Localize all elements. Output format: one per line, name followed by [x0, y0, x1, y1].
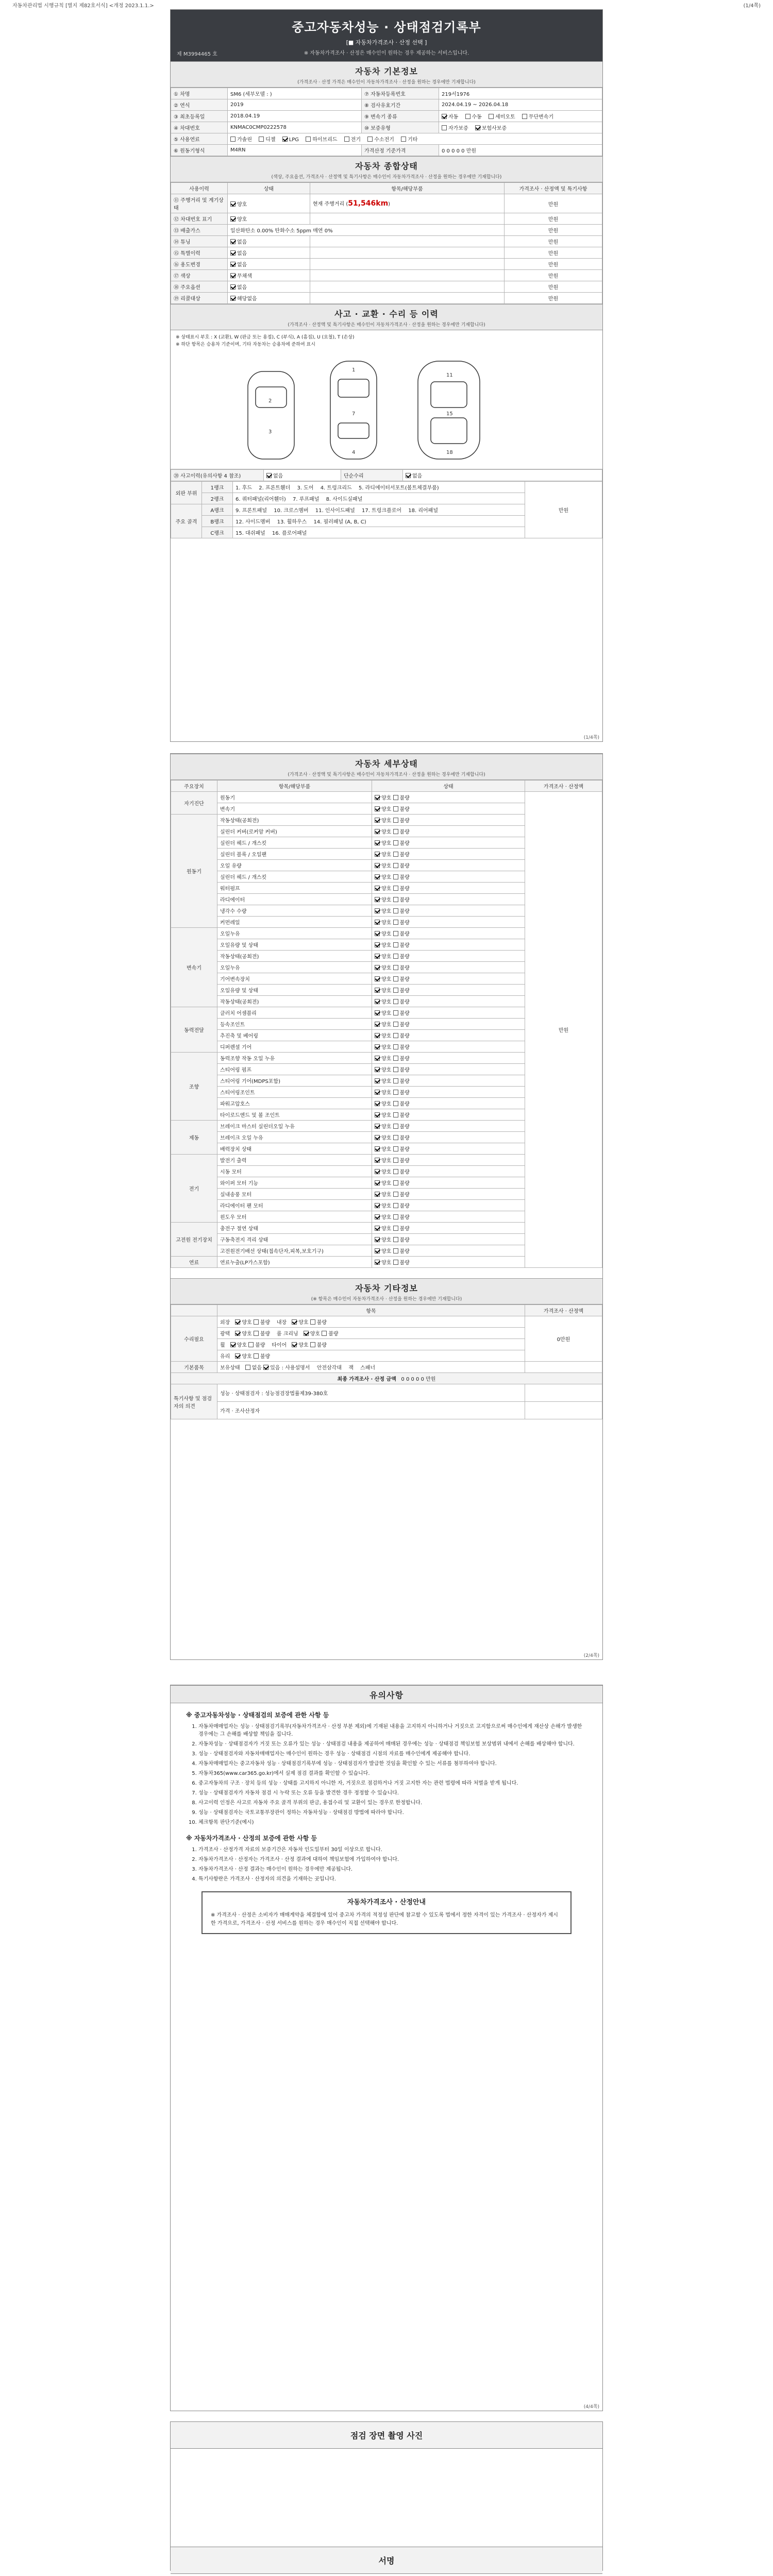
detail-row: 브레이크 오일 누유 양호 불량: [171, 1132, 602, 1143]
general-state-table: 사용이력 상태 항목/해당부품 가격조사 · 산정액 및 특기사항 ⑪ 주행거리 및 계기상태 양호 현재 주행거리 (51,546km) 만원 ⑫ 차대번호 표기 양호 만원 ⑬ 배출가스 일산화탄소 0.00% 탄화수소 5ppm 매연 0% 만원 ⑭ 튜닝 없음 만원 ⑮ 특별이력 없음 만원 ⑯ 용도변경 없음 만원 ⑰ 색상 무채색 만원 ⑱ 주요옵션 없음 만원 ⑲ 리콜대상 해당없음 만원: [171, 182, 602, 304]
state-checkbox[interactable]: [375, 942, 380, 947]
state-checkbox[interactable]: [375, 1078, 380, 1083]
page-indicator: (1/4쪽): [743, 3, 761, 9]
state-checkbox[interactable]: [375, 886, 380, 891]
detail-item-label: 동력조향 작동 오일 누유: [217, 1053, 372, 1064]
other-info-title: 자동차 기타정보 (※ 항목은 매수인이 자동차가격조사 · 산정을 원하는 경우에만 기재합니다): [171, 1278, 602, 1304]
checkbox-self-warranty[interactable]: [442, 125, 447, 130]
car-diagram: ※ 상태표시 부호 : X (교환), W (판금 또는 용접), C (부식), A (흠집), U (요철), T (손상) ※ 하단 항목은 승용차 기준이며, 기타 자동차는 승용차에 준하여 표시 2 3 1 7 4 11 15 18: [171, 330, 602, 469]
detail-item-label: 기어변속장치: [217, 973, 372, 985]
state-checkbox[interactable]: [375, 1169, 380, 1174]
detail-row: 전기 발전기 출력 양호 불량: [171, 1155, 602, 1166]
detail-row: 실린더 헤드 / 개스킷 양호 불량: [171, 837, 602, 849]
detail-row: 스티어링 펌프 양호 불량: [171, 1064, 602, 1075]
detail-row: 스티어링조인트 양호 불량: [171, 1087, 602, 1098]
state-checkbox[interactable]: [375, 1067, 380, 1072]
page-1: [170, 9, 603, 742]
detail-state-table: 주요장치 항목/해당부품 상태 가격조사 · 산정액 자기진단 원동기 양호 불량 만원 변속기 양호 불량 원동기 작동상태(공회전) 양호 불량 실린더 커버(로커암 커버) 양호 불량 실린더 헤드 / 개스킷 양호 불량 실린더 블록 / 오일팬 양호 불량 오일 유량 양호 불량 실린더 헤드 / 개스킷 양호 불량 워터펌프 양호 불량 라디에이터 양호 불량 냉각수 수량 양호 불량 커먼레일 양호 불량 변속기 오일누유 양호 불량 오일유량 및 상태 양호 불량 작동상태(공회전) 양호 불량 오일누유 양호 불량 기어변속장치 양호 불량 오일유량 및 상태 양호 불량 작동상태(공회전) 양호 불량 동력전달 클러치 어셈블리 양호 불량 등속조인트 양호 불량 추진축 및 베어링 양호 불량 디퍼렌셜 기어 양호 불량 조향 동력조향 작동 오일 누유 양호 불량 스티어링 펌프 양호 불량 스티어링 기어(MDPS포함) 양호 불량 스티어링조인트 양호 불량 파워고압호스 양호 불량 타이로드엔드 및 볼 조인트 양호 불량 제동 브레이크 마스터 실린더오일 누유 양호 불량 브레이크 오일 누유 양호 불량 배력장치 상태 양호 불량 전기 발전기 출력 양호 불량 시동 모터 양호 불량 와이퍼 모터 기능 양호 불량 실내송풍 모터 양호 불량 라디에이터 팬 모터 양호 불량 윈도우 모터 양호 불량 고전원 전기장치 충전구 절연 상태 양호 불량 구동축전지 격리 상태 양호 불량 고전원전기배선 상태(접속단자,피복,보호기구) 양호 불량 연료 연료누출(LP가스포함) 양호 불량: [171, 780, 602, 1268]
state-checkbox[interactable]: [375, 1033, 380, 1038]
checkbox-insurer-warranty[interactable]: [475, 125, 480, 130]
detail-row: 구동축전지 격리 상태 양호 불량: [171, 1234, 602, 1245]
detail-item-label: 브레이크 오일 누유: [217, 1132, 372, 1143]
law-header: [0, 0, 773, 9]
detail-group-label: 동력전달: [171, 1007, 217, 1053]
state-checkbox[interactable]: [375, 1214, 380, 1219]
state-checkbox[interactable]: [375, 818, 380, 823]
detail-row: 고전원전기배선 상태(접속단자,피복,보호기구) 양호 불량: [171, 1245, 602, 1257]
state-checkbox[interactable]: [375, 976, 380, 981]
detail-group-label: 제동: [171, 1121, 217, 1155]
other-info-table: 항목 가격조사 · 산정액 수리필요 외장 양호 불량 내장 양호 불량 0만원 광택 양호 불량 룸 크리닝 양호 불량 휠 양호 불량 타이어 양호 불량 유리 양호 불량 기본품목 보유상태 없음 있음 : 사용설명서 안전삼각대 잭 스패너 최종 가격조사 · 산정 금액 0 0 0 0 0 만원 특기사항 및 점검자의 의견 성능 · 상태점검자 : 성능점검장법률제39-380호 가격 · 조사산정자: [171, 1304, 602, 1419]
detail-row: 오일유량 및 상태 양호 불량: [171, 939, 602, 951]
svg-text:11: 11: [446, 372, 453, 378]
state-checkbox[interactable]: [375, 920, 380, 925]
detail-item-label: 브레이크 마스터 실린더오일 누유: [217, 1121, 372, 1132]
state-checkbox[interactable]: [375, 863, 380, 868]
detail-item-label: 실린더 블록 / 오일팬: [217, 849, 372, 860]
detail-row: 디퍼렌셜 기어 양호 불량: [171, 1041, 602, 1053]
detail-item-label: 파워고압호스: [217, 1098, 372, 1109]
state-checkbox[interactable]: [375, 999, 380, 1004]
detail-item-label: 실내송풍 모터: [217, 1189, 372, 1200]
state-checkbox[interactable]: [375, 795, 380, 800]
detail-row: 스티어링 기어(MDPS포함) 양호 불량: [171, 1075, 602, 1087]
state-checkbox[interactable]: [375, 829, 380, 834]
checkbox-auto[interactable]: [442, 114, 447, 119]
detail-item-label: 오일 유량: [217, 860, 372, 871]
detail-row: 시동 모터 양호 불량: [171, 1166, 602, 1177]
svg-text:2: 2: [268, 398, 272, 404]
state-checkbox[interactable]: [375, 1112, 380, 1117]
detail-row: 동력전달 클러치 어셈블리 양호 불량: [171, 1007, 602, 1019]
law-reference: 자동차관리법 시행규칙 [별지 제82호서식] <개정 2023.1.1.>: [12, 3, 154, 9]
detail-item-label: 라디에이터 팬 모터: [217, 1200, 372, 1211]
accident-table: ⑳ 사고이력(유의사항 4 참조) 없음 단순수리 없음: [171, 469, 602, 481]
detail-item-label: 라디에이터: [217, 894, 372, 905]
signature-label: 서명: [171, 2547, 602, 2574]
detail-row: 배력장치 상태 양호 불량: [171, 1143, 602, 1155]
detail-row: 파워고압호스 양호 불량: [171, 1098, 602, 1109]
state-checkbox[interactable]: [375, 931, 380, 936]
checkbox-cvt[interactable]: [522, 114, 527, 119]
detail-row: 실내송풍 모터 양호 불량: [171, 1189, 602, 1200]
detail-row: 원동기 작동상태(공회전) 양호 불량: [171, 815, 602, 826]
car-outline-icon: [232, 351, 542, 464]
detail-group-label: 원동기: [171, 815, 217, 928]
detail-item-label: 고전원전기배선 상태(접속단자,피복,보호기구): [217, 1245, 372, 1257]
accident-history-title: 사고 · 교환 · 수리 등 이력 (가격조사 · 산정액 및 특기사항은 매수인이 자동차가격조사 · 산정을 원하는 경우에만 기재합니다): [171, 304, 602, 330]
svg-text:3: 3: [268, 429, 272, 435]
detail-row: 작동상태(공회전) 양호 불량: [171, 996, 602, 1007]
checkbox-semi[interactable]: [489, 114, 494, 119]
svg-text:1: 1: [352, 367, 356, 373]
detail-item-label: 스티어링 기어(MDPS포함): [217, 1075, 372, 1087]
svg-text:18: 18: [446, 450, 453, 455]
detail-row: 고전원 전기장치 충전구 절연 상태 양호 불량: [171, 1223, 602, 1234]
document-number: 제 M3994465 호: [177, 52, 217, 57]
detail-group-label: 변속기: [171, 928, 217, 1007]
page-mark-1: (1/4쪽): [583, 735, 599, 740]
detail-row: 커먼레일 양호 불량: [171, 917, 602, 928]
checkbox-lpg[interactable]: [282, 137, 288, 142]
state-checkbox[interactable]: [375, 852, 380, 857]
detail-row: 작동상태(공회전) 양호 불량: [171, 951, 602, 962]
detail-group-label: 고전원 전기장치: [171, 1223, 217, 1257]
document-title: 중고자동차성능 · 상태점검기록부: [292, 20, 481, 35]
detail-row: 자기진단 원동기 양호 불량 만원: [171, 792, 602, 803]
state-checkbox[interactable]: [375, 1248, 380, 1253]
state-checkbox[interactable]: [375, 897, 380, 902]
detail-item-label: 작동상태(공회전): [217, 951, 372, 962]
detail-group-label: 연료: [171, 1257, 217, 1268]
detail-item-label: 작동상태(공회전): [217, 815, 372, 826]
state-checkbox[interactable]: [375, 806, 380, 811]
page-mark-2: (2/4쪽): [583, 1653, 599, 1658]
detail-item-label: 와이퍼 모터 기능: [217, 1177, 372, 1189]
detail-row: 오일누유 양호 불량: [171, 962, 602, 973]
detail-item-label: 커먼레일: [217, 917, 372, 928]
state-checkbox[interactable]: [375, 1124, 380, 1129]
detail-item-label: 작동상태(공회전): [217, 996, 372, 1007]
state-checkbox[interactable]: [375, 874, 380, 879]
mileage-value: 51,546km: [348, 199, 389, 208]
detail-group-label: 자기진단: [171, 792, 217, 815]
photo-area: [171, 2449, 602, 2547]
detail-item-label: 오일유량 및 상태: [217, 985, 372, 996]
detail-item-label: 충전구 절연 상태: [217, 1223, 372, 1234]
general-state-title: 자동차 종합상태 (색상, 주요옵션, 가격조사 · 산정액 및 특기사항은 매수인이 자동차가격조사 · 산정을 원하는 경우에만 기재합니다): [171, 156, 602, 182]
detail-row: 변속기 오일누유 양호 불량: [171, 928, 602, 939]
detail-item-label: 추진축 및 베어링: [217, 1030, 372, 1041]
state-checkbox[interactable]: [375, 1101, 380, 1106]
state-checkbox[interactable]: [375, 1090, 380, 1095]
detail-group-label: 조향: [171, 1053, 217, 1121]
detail-row: 오일유량 및 상태 양호 불량: [171, 985, 602, 996]
detail-item-label: 배력장치 상태: [217, 1143, 372, 1155]
detail-row: 연료 연료누출(LP가스포함) 양호 불량: [171, 1257, 602, 1268]
detail-item-label: 연료누출(LP가스포함): [217, 1257, 372, 1268]
detail-row: 오일 유량 양호 불량: [171, 860, 602, 871]
state-checkbox[interactable]: [375, 1260, 380, 1265]
basic-info-table: ① 차명 SM6 (세부모델 : ) ⑦ 자동차등록번호 219서1976 ② 연식 2019 ⑧ 검사유효기간 2024.04.19 ~ 2026.04.18 ③ 최초등록일 2018.04.19 ⑨ 변속기 종류 자동 수동 세미오토 무단변속기 ④ 차대번호 KNMAC0CMP0222578 ⑩ 보증유형 자가보증 보험사보증 ⑤ 사용연료 가솔린 디젤 LPG 하이브리드 전기 수소전기 기타 ⑥ 원동기형식 M4RN 가격산정 기준가격 0 0 0 0 0 만원: [171, 88, 602, 156]
checkbox-manual[interactable]: [465, 114, 470, 119]
detail-row: 변속기 양호 불량: [171, 803, 602, 815]
document-header: [171, 10, 602, 61]
svg-text:15: 15: [446, 411, 453, 417]
page-4: [170, 2421, 603, 2571]
detail-item-label: 발전기 출력: [217, 1155, 372, 1166]
detail-row: 기어변속장치 양호 불량: [171, 973, 602, 985]
detail-row: 윈도우 모터 양호 불량: [171, 1211, 602, 1223]
notice-title: 유의사항: [171, 1685, 602, 1703]
detail-row: 실린더 블록 / 오일팬 양호 불량: [171, 849, 602, 860]
detail-item-label: 원동기: [217, 792, 372, 803]
page-2: [170, 753, 603, 1660]
detail-price-cell: 만원: [525, 792, 602, 1268]
detail-row: 타이로드엔드 및 볼 조인트 양호 불량: [171, 1109, 602, 1121]
detail-row: 추진축 및 베어링 양호 불량: [171, 1030, 602, 1041]
state-checkbox[interactable]: [375, 1237, 380, 1242]
detail-item-label: 구동축전지 격리 상태: [217, 1234, 372, 1245]
basic-info-title: 자동차 기본정보 (가격조사 · 산정 가격은 매수인이 자동차가격조사 · 산정을 원하는 경우에만 기재합니다): [171, 61, 602, 88]
detail-row: 실린더 헤드 / 개스킷 양호 불량: [171, 871, 602, 883]
detail-group-label: 전기: [171, 1155, 217, 1223]
page-3: [170, 1685, 603, 2411]
state-checkbox[interactable]: [375, 908, 380, 913]
detail-item-label: 변속기: [217, 803, 372, 815]
state-checkbox[interactable]: [375, 965, 380, 970]
detail-item-label: 윈도우 모터: [217, 1211, 372, 1223]
state-checkbox[interactable]: [375, 1010, 380, 1015]
state-checkbox[interactable]: [375, 1056, 380, 1061]
detail-item-label: 오일유량 및 상태: [217, 939, 372, 951]
detail-item-label: 스티어링 펌프: [217, 1064, 372, 1075]
accident-rank-table: 외판 부위 1랭크 1. 후드 2. 프론트휀더 3. 도어 4. 트렁크리드 5. 라디에이터서포트(볼트체결부품) 만원 2랭크 6. 쿼터패널(리어휀더) 7. 루프패널 8. 사이드실패널 주요 골격 A랭크 9. 프론트패널 10. 크로스멤버 11. 인사이드패널 17. 트렁크플로어 18. 리어패널 B랭크 12. 사이드멤버 13. 휠하우스 14. 필러패널 (A, B, C) C랭크 15. 대쉬패널 16. 플로어패널: [171, 481, 602, 538]
detail-item-label: 타이로드엔드 및 볼 조인트: [217, 1109, 372, 1121]
state-checkbox[interactable]: [375, 954, 380, 959]
detail-item-label: 등속조인트: [217, 1019, 372, 1030]
state-checkbox[interactable]: [375, 1146, 380, 1151]
state-checkbox[interactable]: [375, 1135, 380, 1140]
detail-item-label: 스티어링조인트: [217, 1087, 372, 1098]
detail-item-label: 오일누유: [217, 962, 372, 973]
state-checkbox[interactable]: [375, 1192, 380, 1197]
state-checkbox[interactable]: [375, 1044, 380, 1049]
svg-text:7: 7: [352, 411, 356, 417]
state-checkbox[interactable]: [375, 1022, 380, 1027]
state-checkbox[interactable]: [375, 1203, 380, 1208]
document-subtitle: [■ 자동차가격조사 · 산정 선택 ]: [346, 39, 427, 46]
state-checkbox[interactable]: [375, 1180, 380, 1185]
state-checkbox[interactable]: [375, 1226, 380, 1231]
notice-body: ※ 중고자동차성능 · 상태점검의 보증에 관한 사항 등 1. 자동차매매업자는 성능 · 상태점검기록부(자동차가격조사 · 산정 부분 제외)에 기재된 내용을 고지하지 아니하거나 거짓으로 고지함으로써 매수인에게 재산상 손해가 발생한 경우에는 그 손해를 배상할 책임을 집니다. 2. 자동차성능 · 상태점검자가 거짓 또는 오류가 있는 성능 · 상태점검 내용을 제공하여 매매된 경우에는 성능 · 상태점검 책임보험 보상범위 내에서 손해를 배상해야 합니다. 3. 성능 · 상태점검자와 자동차매매업자는 매수인이 원하는 경우 성능 · 상태점검 시점의 자료를 매수인에게 제공해야 합니다. 4. 자동차매매업자는 중고자동차 성능 · 상태점검기록부에 성능 · 상태점검자가 발급한 것임을 확인할 수 있는 서류를 첨부하여야 합니다. 5. 자동차365(www.car365.go.kr)에서 실제 점검 결과를 확인할 수 있습니다. 6. 중고자동차의 구조 · 장치 등의 성능 · 상태를 고지하지 아니한 자, 거짓으로 점검하거나 거짓 고지한 자는 관련 법령에 따라 처벌을 받게 됩니다. 7. 성능 · 상태점검자가 자동차 점검 시 누락 또는 오류 등을 발견한 경우 정정할 수 있습니다. 8. 사고이력 인정은 사고로 자동차 주요 골격 부위의 판금, 용접수리 및 교환이 있는 경우로 한정합니다. 9. 성능 · 상태점검자는 국토교통부장관이 정하는 자동차성능 · 상태점검 방법에 따라야 합니다. 10. 체크항목 판단기준(예시) ※ 자동차가격조사 · 산정의 보증에 관한 사항 등 1. 가격조사 · 산정가격 자료의 보증기간은 자동차 인도일부터 30일 이상으로 합니다. 2. 자동차가격조사 · 산정자는 가격조사 · 산정 결과에 대하여 책임보험에 가입하여야 합니다. 3. 자동차가격조사 · 산정 결과는 매수인이 원하는 경우에만 제공됩니다. 4. 특기사항란은 가격조사 · 산정자의 의견을 기재하는 곳입니다.: [186, 1710, 587, 1883]
detail-item-label: 워터펌프: [217, 883, 372, 894]
detail-state-title: 자동차 세부상태 (가격조사 · 산정액 및 특기사항은 매수인이 자동차가격조사 · 산정을 원하는 경우에만 기재합니다): [171, 754, 602, 780]
state-checkbox[interactable]: [375, 1158, 380, 1163]
detail-row: 라디에이터 팬 모터 양호 불량: [171, 1200, 602, 1211]
detail-item-label: 클러치 어셈블리: [217, 1007, 372, 1019]
svg-text:4: 4: [352, 450, 356, 455]
detail-item-label: 시동 모터: [217, 1166, 372, 1177]
document-note: ※ 자동차가격조사 · 산정은 매수인이 원하는 경우 제공하는 서비스입니다.: [304, 50, 469, 56]
detail-item-label: 오일누유: [217, 928, 372, 939]
detail-row: 라디에이터 양호 불량: [171, 894, 602, 905]
detail-row: 실린더 커버(로커암 커버) 양호 불량: [171, 826, 602, 837]
detail-row: 워터펌프 양호 불량: [171, 883, 602, 894]
detail-item-label: 실린더 헤드 / 개스킷: [217, 871, 372, 883]
page-mark-3: (4/4쪽): [583, 2404, 599, 2410]
detail-item-label: 디퍼렌셜 기어: [217, 1041, 372, 1053]
inspection-photos-title: 점검 장면 촬영 사진: [171, 2422, 602, 2449]
detail-item-label: 실린더 커버(로커암 커버): [217, 826, 372, 837]
detail-item-label: 실린더 헤드 / 개스킷: [217, 837, 372, 849]
state-checkbox[interactable]: [375, 840, 380, 845]
detail-item-label: 냉각수 수량: [217, 905, 372, 917]
state-checkbox[interactable]: [375, 988, 380, 993]
detail-row: 제동 브레이크 마스터 실린더오일 누유 양호 불량: [171, 1121, 602, 1132]
price-assessment-notice: 자동차가격조사 · 산정안내 ※ 가격조사 · 산정은 소비자가 매매계약을 체결함에 있어 중고차 가격의 적정성 판단에 참고할 수 있도록 법에서 정한 자격이 있는 가격조사 · 산정자가 제시한 가격으로, 가격조사 · 산정 서비스를 원하는 경우 매수인이 직접 선택해야 합니다.: [201, 1891, 572, 1934]
detail-row: 조향 동력조향 작동 오일 누유 양호 불량: [171, 1053, 602, 1064]
detail-row: 와이퍼 모터 기능 양호 불량: [171, 1177, 602, 1189]
detail-row: 등속조인트 양호 불량: [171, 1019, 602, 1030]
detail-row: 냉각수 수량 양호 불량: [171, 905, 602, 917]
